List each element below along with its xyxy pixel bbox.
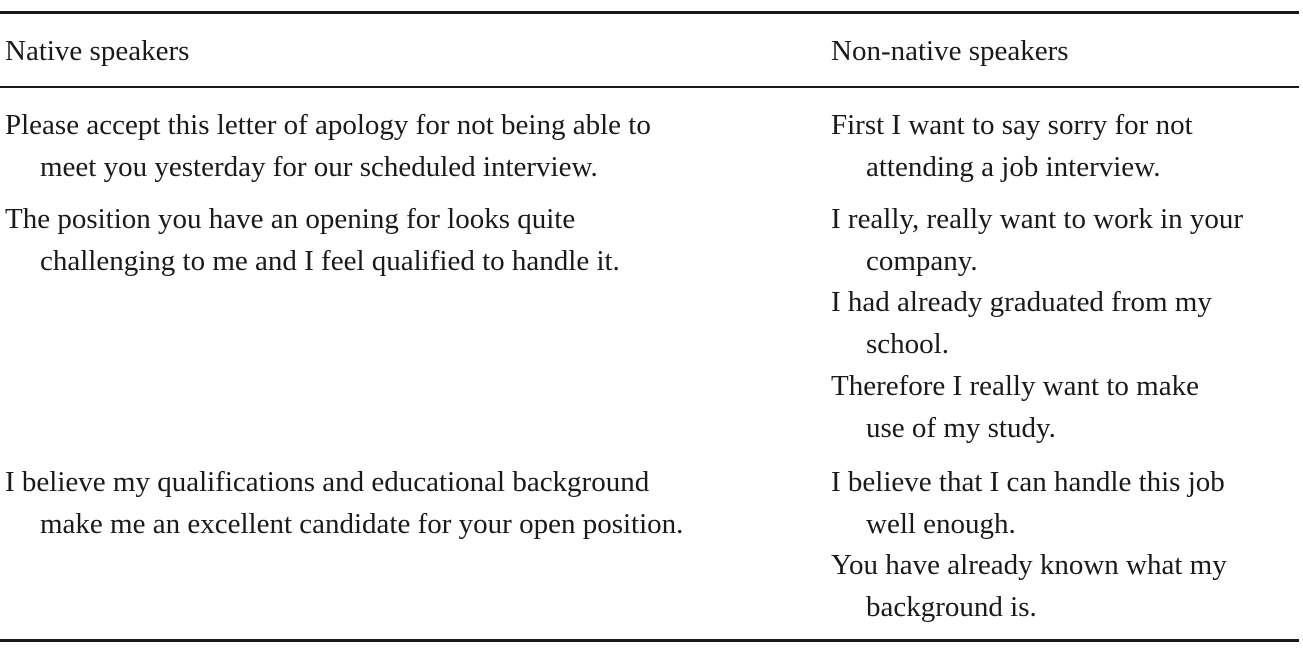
cell-text-line: meet you yesterday for our scheduled interview. (40, 151, 598, 183)
cell-text-line: challenging to me and I feel qualified to handle it. (40, 245, 620, 277)
table-row-2-nonnative-c (831, 365, 1199, 449)
cell-text-line: well enough. (866, 508, 1016, 540)
cell-text-line: school. (866, 328, 949, 360)
cell-text-line: Therefore I really want to make (831, 370, 1199, 402)
cell-text-line: You have already known what my (831, 549, 1227, 581)
cell-text-line: background is. (866, 591, 1037, 623)
table-row-1-nonnative (831, 104, 1193, 188)
cell-text-line: The position you have an opening for looks quite (5, 203, 576, 235)
table-row-3-native (5, 461, 683, 545)
table-row-2-nonnative-b (831, 281, 1212, 365)
table-row-2-nonnative-a (831, 198, 1243, 282)
cell-text-line: make me an excellent candidate for your open position. (40, 508, 684, 540)
table-row-1-native (5, 104, 651, 188)
header-native-speakers: Native speakers (5, 35, 190, 67)
header-nonnative-speakers: Non-native speakers (831, 35, 1069, 67)
table-row-2-native (5, 198, 620, 282)
cell-text-line: use of my study. (866, 412, 1056, 444)
cell-text-line: I believe that I can handle this job (831, 466, 1225, 498)
header-rule (0, 86, 1299, 88)
cell-text-line: company. (866, 245, 978, 277)
table-row-3-nonnative-a (831, 461, 1225, 545)
top-rule (0, 11, 1299, 14)
bottom-rule (0, 639, 1299, 642)
cell-text-line: I believe my qualifications and educational background (5, 466, 650, 498)
table-row-3-nonnative-b (831, 544, 1227, 628)
cell-text-line: First I want to say sorry for not (831, 109, 1193, 141)
cell-text-line: Please accept this letter of apology for not being able to (5, 109, 651, 141)
cell-text-line: attending a job interview. (866, 151, 1161, 183)
cell-text-line: I really, really want to work in your (831, 203, 1244, 235)
cell-text-line: I had already graduated from my (831, 286, 1212, 318)
